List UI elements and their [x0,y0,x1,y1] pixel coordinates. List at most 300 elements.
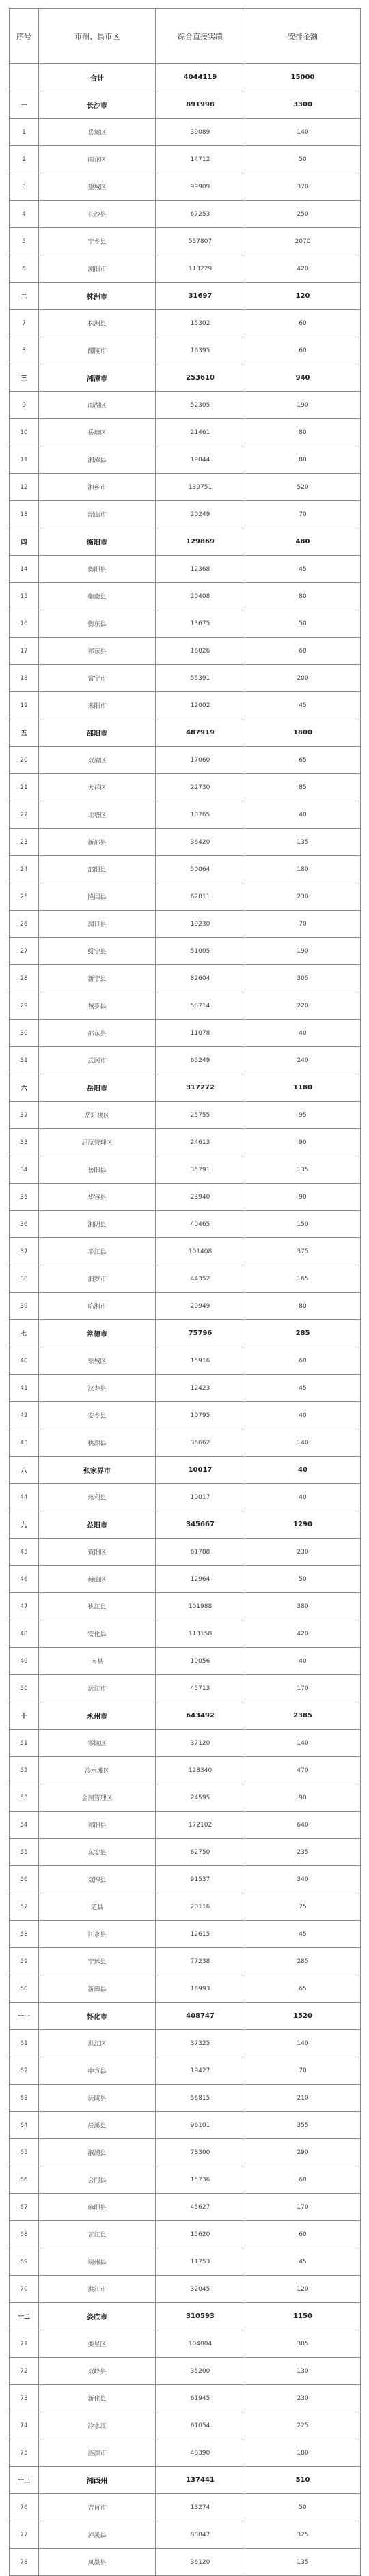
table-row [10,1375,361,1402]
performance-value-cell: 20249 [156,501,245,528]
amount-value-cell: 2070 [245,228,361,255]
serial-number-cell: 十一 [10,2003,39,2030]
amount-value-cell: 65 [245,1975,361,2003]
region-name-cell: 赫山区 [39,1566,156,1593]
subtotal-row [10,2467,361,2494]
table-row [10,2166,361,2194]
performance-value-cell: 65249 [156,1047,245,1074]
region-name-cell: 鼎城区 [39,1347,156,1375]
amount-value-cell: 370 [245,173,361,201]
serial-number-cell: 15 [10,583,39,610]
amount-value-cell: 135 [245,2549,361,2576]
region-name-cell: 双清区 [39,747,156,774]
amount-value-cell: 135 [245,829,361,856]
table-row [10,392,361,419]
allocation-table-container [9,8,360,2576]
table-row [10,938,361,965]
region-name-cell: 衡东县 [39,610,156,638]
serial-number-cell: 18 [10,665,39,692]
region-name-cell: 长沙县 [39,201,156,228]
region-name-cell: 桃源县 [39,1429,156,1457]
serial-number-cell: 60 [10,1975,39,2003]
performance-value-cell: 19230 [156,911,245,938]
amount-value-cell: 225 [245,2412,361,2439]
serial-number-cell: 36 [10,1211,39,1238]
amount-value-cell: 90 [245,1184,361,1211]
amount-value-cell: 1180 [245,1074,361,1102]
performance-value-cell: 17060 [156,747,245,774]
region-name-cell: 东安县 [39,1839,156,1866]
region-name-cell: 安乡县 [39,1402,156,1429]
table-row [10,1129,361,1156]
amount-value-cell: 80 [245,446,361,474]
performance-value-cell: 21461 [156,419,245,446]
performance-value-cell: 101988 [156,1593,245,1620]
table-row [10,2358,361,2385]
table-body [10,64,361,2576]
table-row [10,1948,361,1975]
serial-number-cell: 64 [10,2112,39,2139]
serial-number-cell: 54 [10,1812,39,1839]
serial-number-cell: 14 [10,556,39,583]
serial-number-cell: 32 [10,1102,39,1129]
performance-value-cell: 82604 [156,965,245,992]
serial-number-cell: 23 [10,829,39,856]
performance-value-cell: 12423 [156,1375,245,1402]
performance-value-cell: 10017 [156,1457,245,1484]
region-name-cell: 会同县 [39,2166,156,2194]
table-row [10,173,361,201]
amount-value-cell: 170 [245,1675,361,1702]
performance-value-cell: 20949 [156,1293,245,1320]
performance-value-cell: 10017 [156,1484,245,1511]
performance-value-cell: 25755 [156,1102,245,1129]
amount-value-cell: 140 [245,2030,361,2057]
amount-value-cell: 60 [245,2221,361,2248]
table-row [10,992,361,1020]
amount-value-cell: 50 [245,1566,361,1593]
performance-value-cell: 52305 [156,392,245,419]
serial-number-cell: 5 [10,228,39,255]
region-name-cell: 新田县 [39,1975,156,2003]
table-row [10,310,361,337]
table-row [10,1593,361,1620]
region-name-cell: 湘乡市 [39,474,156,501]
serial-number-cell: 38 [10,1265,39,1293]
table-row [10,1211,361,1238]
performance-value-cell: 67253 [156,201,245,228]
table-row [10,1757,361,1784]
table-row [10,1047,361,1074]
serial-number-cell: 24 [10,856,39,883]
header-row [10,9,361,64]
serial-number-cell: 1 [10,119,39,146]
amount-value-cell: 170 [245,2194,361,2221]
amount-value-cell: 220 [245,992,361,1020]
performance-value-cell: 10795 [156,1402,245,1429]
serial-number-cell: 70 [10,2276,39,2303]
region-name-cell: 道县 [39,1893,156,1921]
amount-value-cell: 50 [245,610,361,638]
subtotal-row [10,91,361,119]
table-row [10,1893,361,1921]
serial-number-cell: 49 [10,1648,39,1675]
subtotal-row [10,528,361,556]
amount-value-cell: 40 [245,1457,361,1484]
performance-value-cell: 408747 [156,2003,245,2030]
performance-value-cell: 22730 [156,774,245,801]
region-name-cell: 湘阴县 [39,1211,156,1238]
table-row [10,337,361,364]
serial-number-cell: 75 [10,2439,39,2467]
table-row [10,2276,361,2303]
serial-number-cell: 42 [10,1402,39,1429]
serial-number-cell: 19 [10,692,39,719]
performance-value-cell: 12002 [156,692,245,719]
performance-value-cell: 13675 [156,610,245,638]
region-name-cell: 芷江县 [39,2221,156,2248]
performance-value-cell: 345667 [156,1511,245,1539]
performance-value-cell: 137441 [156,2467,245,2494]
table-row [10,1402,361,1429]
amount-value-cell: 40 [245,801,361,829]
table-row [10,1730,361,1757]
performance-value-cell: 13274 [156,2494,245,2521]
region-name-cell: 沅陵县 [39,2085,156,2112]
performance-value-cell: 36662 [156,1429,245,1457]
performance-value-cell: 14712 [156,146,245,173]
amount-value-cell: 420 [245,255,361,283]
region-name-cell: 华容县 [39,1184,156,1211]
performance-value-cell: 88047 [156,2521,245,2549]
table-row [10,1784,361,1812]
region-name-cell: 沅江市 [39,1675,156,1702]
serial-number-cell: 58 [10,1921,39,1948]
region-name-cell: 耒阳市 [39,692,156,719]
amount-value-cell: 140 [245,119,361,146]
serial-number-cell: 8 [10,337,39,364]
region-name-cell: 隆回县 [39,883,156,911]
region-name-cell: 祁东县 [39,638,156,665]
performance-value-cell: 24613 [156,1129,245,1156]
region-name-cell: 安化县 [39,1620,156,1648]
amount-value-cell: 520 [245,474,361,501]
performance-value-cell: 39089 [156,119,245,146]
region-name-cell: 益阳市 [39,1511,156,1539]
region-name-cell: 城步县 [39,992,156,1020]
performance-value-cell: 19844 [156,446,245,474]
region-name-cell: 常德市 [39,1320,156,1347]
serial-number-cell: 50 [10,1675,39,1702]
region-name-cell: 麻阳县 [39,2194,156,2221]
performance-value-cell: 61054 [156,2412,245,2439]
region-name-cell: 湘西州 [39,2467,156,2494]
table-row [10,1347,361,1375]
table-row [10,2194,361,2221]
amount-value-cell: 380 [245,1593,361,1620]
amount-value-cell: 40 [245,1484,361,1511]
amount-value-cell: 285 [245,1948,361,1975]
serial-number-cell: 2 [10,146,39,173]
serial-number-cell: 57 [10,1893,39,1921]
table-row [10,1184,361,1211]
amount-value-cell: 165 [245,1265,361,1293]
serial-number-cell: 4 [10,201,39,228]
region-name-cell: 吉首市 [39,2494,156,2521]
serial-number-cell: 77 [10,2521,39,2549]
table-row [10,556,361,583]
table-row [10,474,361,501]
performance-value-cell: 12368 [156,556,245,583]
table-row [10,1265,361,1293]
serial-number-cell: 25 [10,883,39,911]
serial-number-cell: 39 [10,1293,39,1320]
amount-value-cell: 65 [245,747,361,774]
table-row [10,2139,361,2166]
performance-value-cell: 172102 [156,1812,245,1839]
amount-value-cell: 85 [245,774,361,801]
subtotal-row [10,1457,361,1484]
region-name-cell: 辰溪县 [39,2112,156,2139]
serial-number-cell: 59 [10,1948,39,1975]
serial-number-cell: 十二 [10,2303,39,2330]
performance-value-cell: 19427 [156,2057,245,2085]
region-name-cell: 洪江市 [39,2276,156,2303]
performance-value-cell: 16395 [156,337,245,364]
amount-value-cell: 95 [245,1102,361,1129]
serial-number-cell: 6 [10,255,39,283]
amount-value-cell: 45 [245,1921,361,1948]
amount-value-cell: 355 [245,2112,361,2139]
amount-value-cell: 15000 [245,64,361,91]
performance-value-cell: 4044119 [156,64,245,91]
region-name-cell: 衡阳市 [39,528,156,556]
table-row [10,638,361,665]
table-row [10,911,361,938]
serial-number-cell: 67 [10,2194,39,2221]
table-row [10,119,361,146]
performance-value-cell: 32045 [156,2276,245,2303]
serial-number-cell: 16 [10,610,39,638]
serial-number-cell: 53 [10,1784,39,1812]
region-name-cell: 洞口县 [39,911,156,938]
performance-value-cell: 36120 [156,2549,245,2576]
performance-value-cell: 15736 [156,2166,245,2194]
table-row [10,201,361,228]
table-row [10,583,361,610]
table-row [10,774,361,801]
amount-value-cell: 140 [245,1429,361,1457]
table-row [10,1539,361,1566]
region-name-cell: 湘潭县 [39,446,156,474]
amount-value-cell: 75 [245,1893,361,1921]
table-header [10,9,361,64]
serial-number-cell: 56 [10,1866,39,1893]
performance-value-cell: 11078 [156,1020,245,1047]
amount-value-cell: 70 [245,911,361,938]
serial-number-cell: 40 [10,1347,39,1375]
performance-value-cell: 36420 [156,829,245,856]
table-row [10,1102,361,1129]
serial-number-cell: 41 [10,1375,39,1402]
region-name-cell: 合计 [39,64,156,91]
region-name-cell: 湘潭市 [39,364,156,392]
region-name-cell: 双牌县 [39,1866,156,1893]
region-name-cell: 株洲市 [39,283,156,310]
region-name-cell: 望城区 [39,173,156,201]
region-name-cell: 岳阳县 [39,1156,156,1184]
table-row [10,2549,361,2576]
table-row [10,1812,361,1839]
region-name-cell: 雨花区 [39,146,156,173]
serial-number-cell: 九 [10,1511,39,1539]
amount-value-cell: 230 [245,1539,361,1566]
table-row [10,1975,361,2003]
performance-value-cell: 20116 [156,1893,245,1921]
serial-number-cell: 45 [10,1539,39,1566]
serial-number-cell: 7 [10,310,39,337]
performance-value-cell: 31697 [156,283,245,310]
region-name-cell: 双峰县 [39,2358,156,2385]
amount-value-cell: 135 [245,1156,361,1184]
performance-value-cell: 128340 [156,1757,245,1784]
serial-number-cell: 73 [10,2385,39,2412]
amount-value-cell: 510 [245,2467,361,2494]
serial-number-cell: 52 [10,1757,39,1784]
region-name-cell: 桃江县 [39,1593,156,1620]
amount-value-cell: 230 [245,2385,361,2412]
serial-number-cell: 11 [10,446,39,474]
region-name-cell: 岳麓区 [39,119,156,146]
serial-number-cell: 43 [10,1429,39,1457]
region-name-cell: 南县 [39,1648,156,1675]
region-name-cell: 岳塘区 [39,419,156,446]
amount-value-cell: 50 [245,146,361,173]
performance-value-cell: 78300 [156,2139,245,2166]
amount-value-cell: 60 [245,337,361,364]
amount-value-cell: 50 [245,2494,361,2521]
table-row [10,1566,361,1593]
amount-value-cell: 90 [245,1129,361,1156]
region-name-cell: 金洞管理区 [39,1784,156,1812]
performance-value-cell: 62750 [156,1839,245,1866]
subtotal-row [10,2303,361,2330]
amount-value-cell: 120 [245,2276,361,2303]
table-row [10,1429,361,1457]
region-name-cell: 平江县 [39,1238,156,1265]
performance-value-cell: 253610 [156,364,245,392]
amount-value-cell: 1150 [245,2303,361,2330]
serial-number-cell: 71 [10,2330,39,2358]
performance-value-cell: 139751 [156,474,245,501]
serial-number-cell: 十 [10,1702,39,1730]
serial-number-cell: 八 [10,1457,39,1484]
amount-value-cell: 45 [245,556,361,583]
table-row [10,2221,361,2248]
serial-number-cell: 13 [10,501,39,528]
amount-value-cell: 375 [245,1238,361,1265]
serial-number-cell: 55 [10,1839,39,1866]
region-name-cell: 邵阳市 [39,719,156,747]
table-row [10,2057,361,2085]
performance-value-cell: 11753 [156,2248,245,2276]
table-row [10,801,361,829]
table-row [10,446,361,474]
region-name-cell: 汨罗市 [39,1265,156,1293]
amount-value-cell: 150 [245,1211,361,1238]
performance-value-cell: 113229 [156,255,245,283]
performance-value-cell: 101408 [156,1238,245,1265]
amount-value-cell: 40 [245,1648,361,1675]
region-name-cell: 新化县 [39,2385,156,2412]
performance-value-cell: 44352 [156,1265,245,1293]
allocation-table [9,8,361,2576]
region-name-cell: 祁阳县 [39,1812,156,1839]
amount-value-cell: 230 [245,883,361,911]
performance-value-cell: 104004 [156,2330,245,2358]
amount-value-cell: 210 [245,2085,361,2112]
table-row [10,692,361,719]
table-row [10,1020,361,1047]
table-row [10,2330,361,2358]
performance-value-cell: 91537 [156,1866,245,1893]
performance-value-cell: 35791 [156,1156,245,1184]
table-row [10,1675,361,1702]
amount-value-cell: 2385 [245,1702,361,1730]
region-name-cell: 永州市 [39,1702,156,1730]
table-row [10,2030,361,2057]
region-name-cell: 株洲县 [39,310,156,337]
region-name-cell: 宁乡县 [39,228,156,255]
performance-value-cell: 45713 [156,1675,245,1702]
region-name-cell: 汉寿县 [39,1375,156,1402]
amount-value-cell: 190 [245,938,361,965]
performance-value-cell: 51005 [156,938,245,965]
amount-value-cell: 940 [245,364,361,392]
amount-value-cell: 235 [245,1839,361,1866]
serial-number-cell: 61 [10,2030,39,2057]
table-row [10,2439,361,2467]
amount-value-cell: 90 [245,1784,361,1812]
table-row [10,2521,361,2549]
table-row [10,2494,361,2521]
region-name-cell: 娄底市 [39,2303,156,2330]
region-name-cell: 冷水滩区 [39,1757,156,1784]
serial-number-cell: 68 [10,2221,39,2248]
table-row [10,501,361,528]
serial-number-cell: 10 [10,419,39,446]
performance-value-cell: 15620 [156,2221,245,2248]
performance-value-cell: 16026 [156,638,245,665]
amount-value-cell: 45 [245,2248,361,2276]
serial-number-cell: 69 [10,2248,39,2276]
subtotal-row [10,719,361,747]
table-row [10,747,361,774]
region-name-cell: 新宁县 [39,965,156,992]
performance-value-cell: 61788 [156,1539,245,1566]
region-name-cell: 北塔区 [39,801,156,829]
region-name-cell: 常宁市 [39,665,156,692]
table-row [10,419,361,446]
serial-number-cell: 62 [10,2057,39,2085]
performance-value-cell: 45627 [156,2194,245,2221]
region-name-cell: 溆浦县 [39,2139,156,2166]
serial-number-cell: 十三 [10,2467,39,2494]
table-row [10,856,361,883]
amount-value-cell: 80 [245,1293,361,1320]
table-row [10,1156,361,1184]
subtotal-row [10,1320,361,1347]
